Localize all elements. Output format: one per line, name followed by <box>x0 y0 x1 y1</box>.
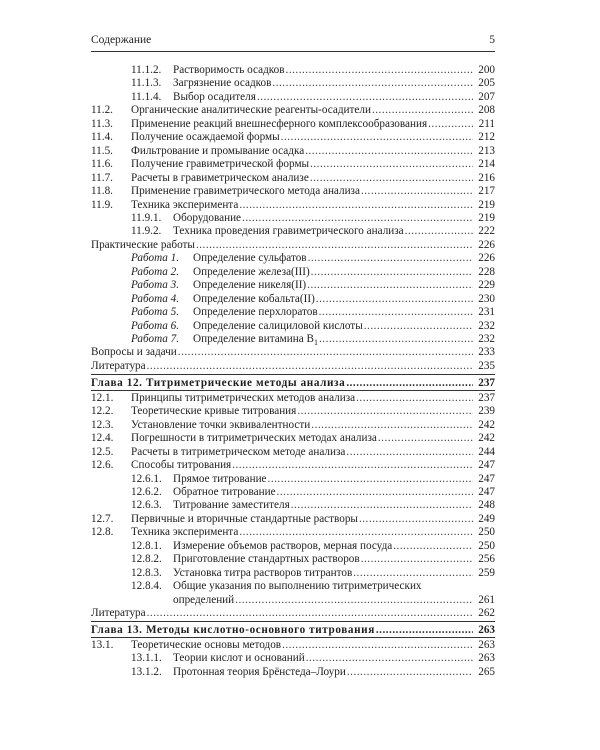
toc-entry[interactable] <box>91 432 495 445</box>
toc-entry[interactable] <box>91 652 495 665</box>
toc-entry-title <box>131 104 371 117</box>
toc-title-text: Глава 13. Методы кислотно-основного титрования <box>91 624 375 637</box>
toc-entry-title <box>173 540 392 553</box>
toc-title-text: Вопросы и задачи <box>91 346 177 359</box>
toc-title-text: Теоретические основы методов <box>131 638 282 651</box>
toc-entry[interactable] <box>91 526 495 539</box>
toc-entry-number: 12.8.2. <box>131 553 162 566</box>
toc-entry[interactable] <box>91 346 495 359</box>
toc-entry-number: 13.1.2. <box>131 665 162 678</box>
toc-entry-title <box>131 185 360 198</box>
toc-entry[interactable] <box>91 266 495 279</box>
toc-page-number: 216 <box>478 171 495 184</box>
toc-leader-dots <box>371 104 473 117</box>
toc-page-number <box>473 580 495 593</box>
toc-entry-title <box>91 239 195 252</box>
toc-page-number: 219 <box>478 211 495 224</box>
toc-leader-dots <box>238 526 473 539</box>
toc-title-text: Измерение объемов растворов, мерная посуда <box>173 539 393 552</box>
toc-title-text: Литература <box>91 607 146 619</box>
toc-entry-number: 11.9.1. <box>131 211 162 224</box>
toc-work-label: Работа 7. <box>131 333 180 345</box>
toc-entry[interactable] <box>91 607 495 620</box>
toc-title-subscript: 1 <box>313 338 318 348</box>
toc-entry[interactable] <box>91 666 495 679</box>
toc-entry[interactable] <box>91 145 495 158</box>
toc-title-text: Применение гравиметрического метода анализа <box>131 185 360 198</box>
toc-entry-title <box>131 252 307 265</box>
toc-entry[interactable] <box>91 486 495 499</box>
toc-entry-title <box>173 225 404 238</box>
toc-leader-dots <box>404 225 473 238</box>
toc-title-text: Расчеты в гравиметрическом анализе <box>131 171 309 184</box>
toc-entry-title <box>131 513 358 526</box>
toc-page-number: 226 <box>478 252 495 265</box>
toc-entry-title <box>131 172 309 185</box>
toc-entry-number: 11.1.2. <box>131 64 162 76</box>
toc-page-number: 219 <box>478 198 495 211</box>
toc-leader-dots <box>267 473 473 486</box>
toc-entry-number: 12.3. <box>91 418 114 431</box>
toc-entry[interactable] <box>91 446 495 459</box>
toc-leader-dots <box>146 607 473 620</box>
toc-entry[interactable] <box>91 580 495 593</box>
toc-leader-dots <box>290 499 473 512</box>
toc-entry[interactable] <box>91 118 495 131</box>
toc-leader-dots <box>309 158 473 171</box>
toc-entry-title <box>173 486 276 499</box>
toc-entry[interactable] <box>91 405 495 418</box>
toc-title-text: Определение железа(III) <box>193 265 310 278</box>
toc-page-number: 212 <box>478 131 495 144</box>
toc-page-number: 214 <box>478 158 495 171</box>
toc-entry-title <box>173 580 422 593</box>
toc-page-number: 226 <box>478 238 495 251</box>
toc-entry-number: 12.7. <box>91 512 114 525</box>
toc-leader-dots <box>306 279 473 292</box>
toc-work-label: Работа 6. <box>131 319 180 332</box>
toc-leader-dots <box>346 666 473 679</box>
toc-title-text: Определение витамина B <box>193 333 314 345</box>
toc-page-number: 232 <box>478 319 495 332</box>
toc-page-number: 239 <box>478 405 495 418</box>
toc-entry[interactable] <box>91 513 495 526</box>
toc-entry[interactable] <box>91 553 495 566</box>
toc-page-number: 211 <box>478 117 495 130</box>
toc-leader-dots <box>177 346 473 359</box>
toc-chapter-entry[interactable] <box>91 624 495 637</box>
toc-title-text: определений <box>173 593 235 606</box>
toc-work-label: Работа 2. <box>131 265 180 278</box>
toc-entry[interactable] <box>91 320 495 333</box>
toc-leader-dots <box>345 446 473 459</box>
toc-entry-number: 11.9.2. <box>131 225 162 238</box>
toc-leader-dots <box>427 118 473 131</box>
toc-entry-title <box>173 91 256 104</box>
toc-title-text: Определение перхлоратов <box>193 306 318 319</box>
toc-leader-dots <box>234 594 473 607</box>
toc-entry-number: 12.8. <box>91 526 114 539</box>
toc-entry-title <box>173 212 241 225</box>
toc-title-text: Выбор осадителя <box>173 90 256 103</box>
toc-entry-title <box>91 624 375 637</box>
toc-page-number: 205 <box>478 77 495 90</box>
toc-entry[interactable] <box>91 306 495 319</box>
running-header <box>91 34 495 50</box>
toc-page-number: 207 <box>478 90 495 103</box>
toc-title-text: Получение осаждаемой формы <box>131 131 280 144</box>
toc-title-text: Загрязнение осадков <box>173 77 272 90</box>
toc-title-text: Техника эксперимента <box>131 198 239 211</box>
toc-leader-dots <box>355 392 473 405</box>
toc-title-text: Оборудование <box>173 211 242 224</box>
toc-entry[interactable] <box>91 567 495 580</box>
toc-title-text: Установка титра растворов титрантов <box>173 566 353 579</box>
toc-entry-number: 11.5. <box>91 144 113 157</box>
toc-entry-title <box>173 77 271 90</box>
toc-leader-dots <box>375 624 473 637</box>
toc-entry[interactable] <box>91 225 495 238</box>
toc-entry[interactable] <box>91 91 495 104</box>
toc-leader-dots <box>281 639 473 652</box>
toc-page-number: 228 <box>478 265 495 278</box>
toc-leader-dots <box>310 266 473 279</box>
toc-entry-number: 11.9. <box>91 198 113 211</box>
toc-entry-title <box>173 567 352 580</box>
toc-entry-title <box>131 118 427 131</box>
toc-leader-dots <box>307 252 473 265</box>
toc-entry[interactable] <box>91 594 495 607</box>
toc-leader-dots <box>345 377 473 390</box>
chapter-separator <box>91 374 495 375</box>
toc-title-text: Глава 12. Титриметрические методы анализа <box>91 377 346 390</box>
toc-entry-title <box>131 145 304 158</box>
toc-title-text: Титрование заместителя <box>173 499 290 512</box>
toc-page-number: 244 <box>478 445 495 458</box>
toc-entry-title <box>131 131 280 144</box>
toc-entry-title <box>173 553 360 566</box>
toc-page-number: 242 <box>478 432 495 445</box>
chapter-separator <box>91 621 495 622</box>
toc-leader-dots <box>358 513 473 526</box>
toc-entry-number: 11.1.3. <box>131 77 162 90</box>
toc-leader-dots <box>305 652 473 665</box>
toc-leader-dots <box>276 486 473 499</box>
toc-entry-number: 11.3. <box>91 117 113 130</box>
toc-leader-dots <box>241 212 473 225</box>
toc-leader-dots <box>280 131 473 144</box>
toc-entry-number: 11.1.4. <box>131 90 162 103</box>
toc-page-number: 263 <box>478 638 495 651</box>
toc-leader-dots <box>304 145 473 158</box>
toc-leader-dots <box>360 185 473 198</box>
toc-page-number: 259 <box>478 566 495 579</box>
toc-page-number: 217 <box>478 185 495 198</box>
toc-entry-title <box>131 405 296 418</box>
toc-entry-title <box>91 377 345 390</box>
toc-entry-number: 12.1. <box>91 391 114 404</box>
toc-entry[interactable] <box>91 185 495 198</box>
toc-page-number: 265 <box>478 665 495 678</box>
toc-page-number: 247 <box>478 485 495 498</box>
toc-entry[interactable] <box>91 239 495 252</box>
toc-leader-dots <box>285 64 473 77</box>
toc-entry-title <box>131 293 315 306</box>
toc-page-number: 200 <box>478 64 495 76</box>
toc-leader-dots <box>309 172 473 185</box>
toc-entry[interactable] <box>91 172 495 185</box>
toc-entry-number: 12.5. <box>91 445 114 458</box>
toc-entry-title <box>173 64 285 77</box>
toc-page-number: 235 <box>478 359 495 372</box>
toc-entry[interactable] <box>91 333 495 346</box>
toc-title-text: Принципы титриметрических методов анализа <box>131 391 356 404</box>
toc-page-number: 250 <box>478 539 495 552</box>
toc-entry-title <box>131 279 306 292</box>
toc-title-text: Теории кислот и оснований <box>173 652 305 665</box>
toc-entry-title <box>131 333 318 346</box>
toc-entry[interactable] <box>91 499 495 512</box>
toc-title-text: Органические аналитические реагенты-осадители <box>131 104 371 117</box>
toc-leader-dots <box>146 360 473 373</box>
toc-entry-title <box>173 594 234 607</box>
toc-entry[interactable] <box>91 199 495 212</box>
toc-entry-number: 12.6. <box>91 459 114 472</box>
toc-page-number: 222 <box>478 225 495 238</box>
toc-entry[interactable] <box>91 252 495 265</box>
toc-entry[interactable] <box>91 131 495 144</box>
toc-entry[interactable] <box>91 293 495 306</box>
toc-title-text: Фильтрование и промывание осадка <box>131 144 305 157</box>
toc-entry-number: 11.2. <box>91 104 113 117</box>
toc-entry-title <box>173 499 290 512</box>
toc-entry-number: 12.6.1. <box>131 472 162 485</box>
toc-leader-dots <box>310 419 473 432</box>
toc-entry-number: 12.6.3. <box>131 499 162 512</box>
toc-entry[interactable] <box>91 392 495 405</box>
toc-page-number: 229 <box>478 279 495 292</box>
toc-entry-title <box>131 446 345 459</box>
toc-entry-title <box>91 607 146 620</box>
toc-chapter-entry[interactable] <box>91 377 495 390</box>
toc-entry-title <box>173 652 305 665</box>
toc-entry-number: 12.8.1. <box>131 539 162 552</box>
toc-page-number: 247 <box>478 459 495 472</box>
header-page-number: 5 <box>489 34 495 46</box>
toc-leader-dots <box>392 540 473 553</box>
toc-title-text: Определение кобальта(II) <box>193 292 315 305</box>
toc-title-text: Первичные и вторичные стандартные растворы <box>131 512 358 525</box>
toc-entry-number: 11.6. <box>91 158 113 171</box>
toc-page-number: 250 <box>478 526 495 539</box>
toc-leader-dots <box>363 320 473 333</box>
toc-entry-number: 11.8. <box>91 185 113 198</box>
toc-title-text: Техника проведения гравиметрического анализа <box>173 225 404 238</box>
toc-entry-title <box>131 320 363 333</box>
toc-page-number: 213 <box>478 144 495 157</box>
toc-title-text: Установление точки эквивалентности <box>131 418 311 431</box>
toc-leader-dots <box>422 580 473 593</box>
toc-work-label: Работа 4. <box>131 292 180 305</box>
toc-entry-title <box>131 392 355 405</box>
toc-entry-number: 11.4. <box>91 131 113 144</box>
toc-entry-title <box>131 526 238 539</box>
toc-page-number: 263 <box>478 624 495 637</box>
toc-entry-title <box>131 639 281 652</box>
toc-entry-number: 13.1. <box>91 638 114 651</box>
toc-leader-dots <box>318 306 473 319</box>
toc-title-text: Определение салициловой кислоты <box>193 319 363 332</box>
toc-entry-number: 12.8.4. <box>131 580 162 593</box>
toc-title-text: Способы титрования <box>131 459 232 472</box>
toc-entry[interactable] <box>91 64 495 77</box>
toc-page-number: 230 <box>478 292 495 305</box>
toc-entry-title <box>91 346 177 359</box>
toc-entry-title <box>131 432 377 445</box>
toc-page-number: 237 <box>478 377 495 390</box>
toc-page-number: 247 <box>478 472 495 485</box>
toc-entry-number: 12.6.2. <box>131 485 162 498</box>
toc-leader-dots <box>315 293 473 306</box>
toc-work-label: Работа 1. <box>131 252 180 265</box>
toc-leader-dots <box>352 567 473 580</box>
toc-entry[interactable] <box>91 158 495 171</box>
toc-page-number: 231 <box>478 306 495 319</box>
toc-entry-title <box>131 459 231 472</box>
toc-entry-number: 11.7. <box>91 171 113 184</box>
toc-leader-dots <box>360 553 473 566</box>
toc-entry[interactable] <box>91 77 495 90</box>
toc-entry[interactable] <box>91 540 495 553</box>
toc-entry-title <box>173 666 346 679</box>
toc-leader-dots <box>231 459 473 472</box>
toc-work-label: Работа 3. <box>131 279 180 292</box>
toc-entry[interactable] <box>91 360 495 373</box>
toc-title-text: Расчеты в титриметрическом методе анализа <box>131 445 346 458</box>
toc-page-number: 256 <box>478 553 495 566</box>
toc-title-text: Литература <box>91 359 146 372</box>
toc-title-text: Обратное титрование <box>173 485 276 498</box>
toc-leader-dots <box>238 199 473 212</box>
toc-title-text: Определение сульфатов <box>193 252 307 265</box>
toc-entry-number: 12.4. <box>91 432 114 445</box>
toc-entry[interactable] <box>91 279 495 292</box>
toc-entry-number: 13.1.1. <box>131 652 162 665</box>
toc-leader-dots <box>256 91 473 104</box>
toc-entry-title <box>173 473 267 486</box>
toc-entry-title <box>131 158 309 171</box>
toc-title-text: Определение никеля(II) <box>193 279 307 292</box>
toc-page-number: 261 <box>478 593 495 606</box>
toc-page-number: 208 <box>478 104 495 117</box>
toc-entry[interactable] <box>91 639 495 652</box>
toc-work-label: Работа 5. <box>131 306 180 319</box>
toc-page-number: 262 <box>478 607 495 619</box>
toc-title-text: Растворимость осадков <box>173 64 285 76</box>
toc-page-number: 233 <box>478 346 495 359</box>
toc-title-text: Общие указания по выполнению титриметрических <box>173 580 422 593</box>
toc-entry[interactable] <box>91 459 495 472</box>
toc-entry-title <box>91 360 146 373</box>
toc-entry[interactable] <box>91 419 495 432</box>
toc-page-number: 263 <box>478 652 495 665</box>
toc-title-text: Теоретические кривые титрования <box>131 405 297 418</box>
toc-entry-number: 12.2. <box>91 405 114 418</box>
toc-entry-title <box>131 306 318 319</box>
toc-title-text: Прямое титрование <box>173 472 267 485</box>
toc-page-number: 249 <box>478 512 495 525</box>
toc-page-number: 242 <box>478 418 495 431</box>
toc-title-text: Получение гравиметрической формы <box>131 158 310 171</box>
toc-page-number: 248 <box>478 499 495 512</box>
toc-title-text: Погрешности в титриметрических методах анализа <box>131 432 377 445</box>
toc-entry-title <box>131 419 310 432</box>
toc-leader-dots <box>318 333 473 346</box>
header-rule <box>91 51 495 52</box>
toc-entry-title <box>131 266 310 279</box>
toc-page-number: 232 <box>478 333 495 345</box>
toc-title-text: Приготовление стандартных растворов <box>173 553 360 566</box>
toc-leader-dots <box>195 239 473 252</box>
toc-entry[interactable] <box>91 104 495 117</box>
toc-title-text: Практические работы <box>91 238 195 251</box>
toc-page-number: 237 <box>478 391 495 404</box>
toc-leader-dots <box>296 405 473 418</box>
toc-entry[interactable] <box>91 473 495 486</box>
toc-entry-number: 12.8.3. <box>131 566 162 579</box>
toc-entry-title <box>131 199 238 212</box>
toc-entry[interactable] <box>91 212 495 225</box>
toc-title-text: Применение реакций внешнесферного комплексообразования <box>131 117 428 130</box>
toc-leader-dots <box>271 77 473 90</box>
toc-leader-dots <box>377 432 473 445</box>
toc-title-text: Техника эксперимента <box>131 526 239 539</box>
header-section-title: Содержание <box>91 34 152 46</box>
toc-title-text: Протонная теория Брёнстеда–Лоури <box>173 665 346 678</box>
